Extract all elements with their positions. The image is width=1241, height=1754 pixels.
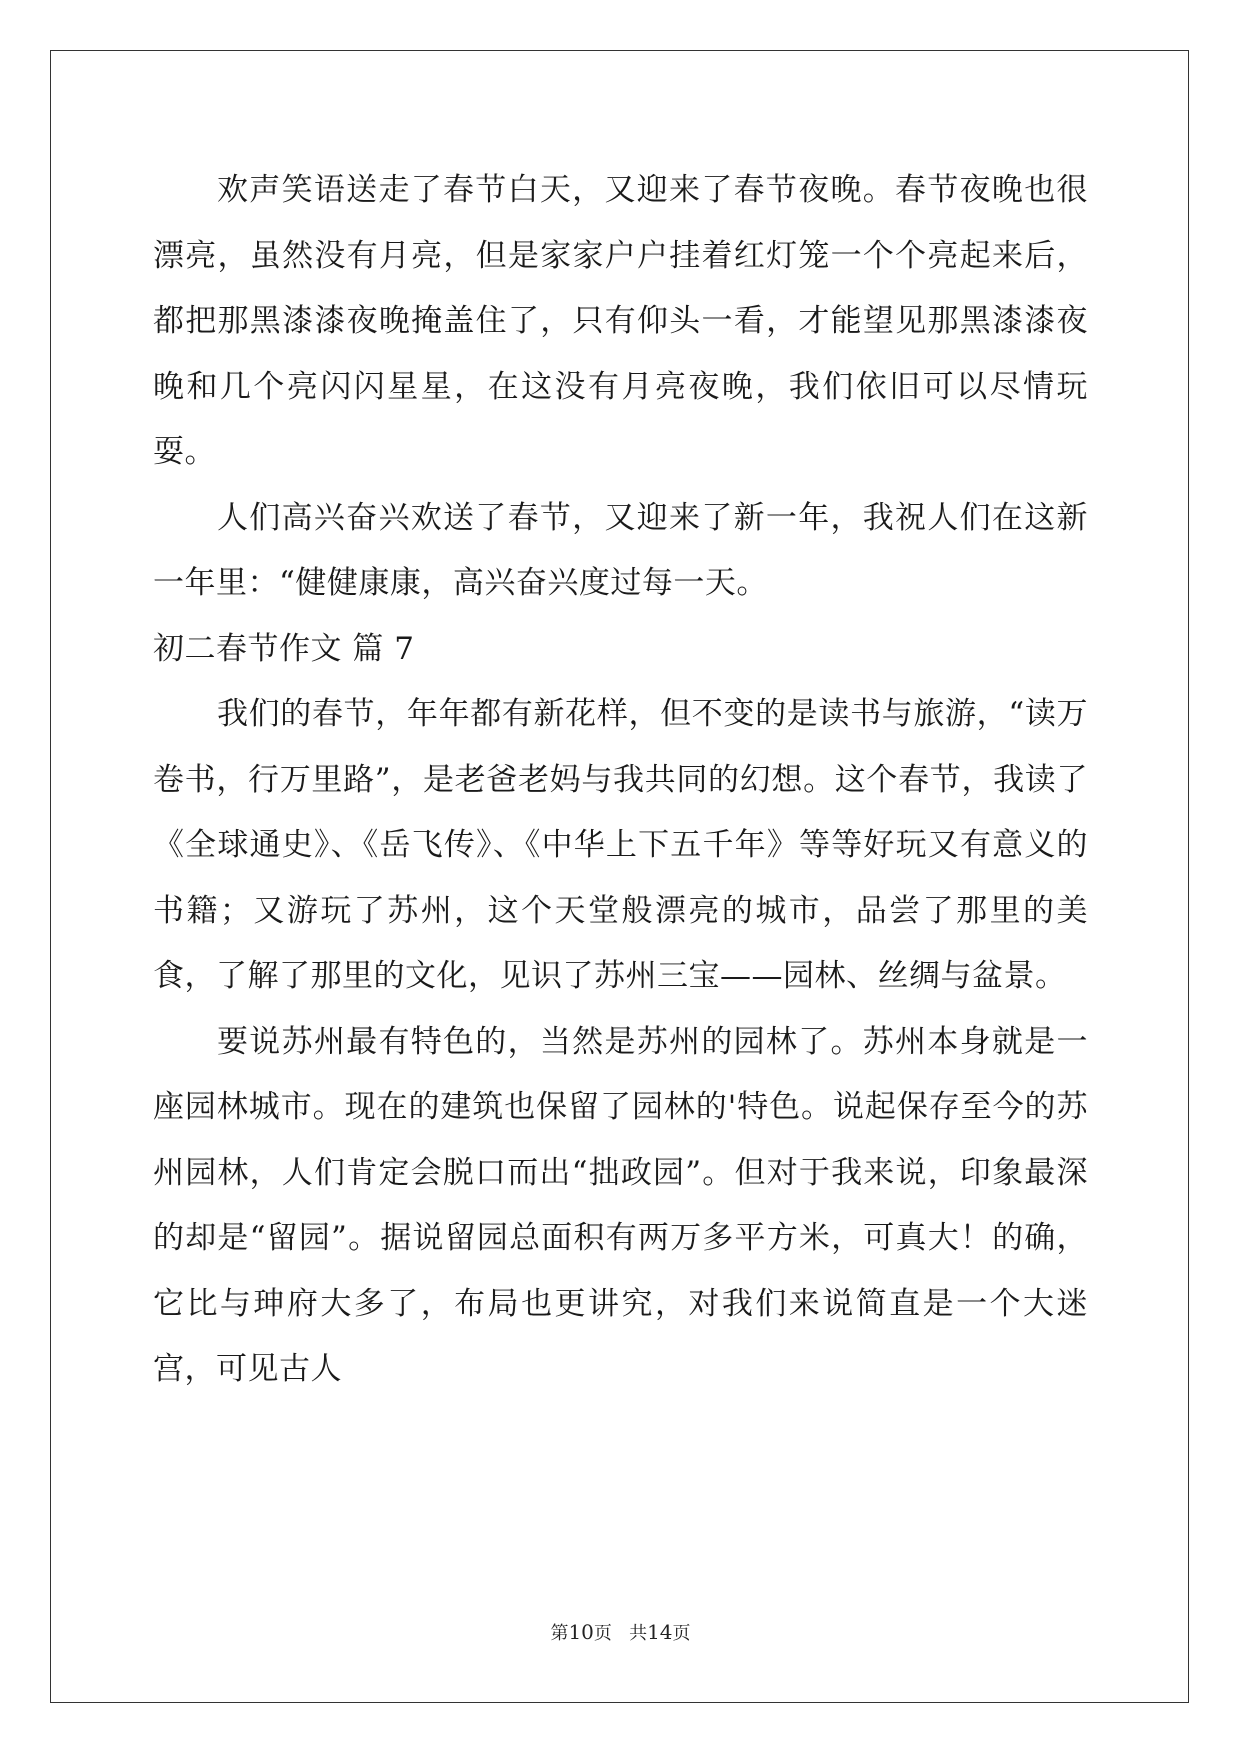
page-prefix: 第 xyxy=(550,1623,569,1644)
page-current-number: 10 xyxy=(568,1620,594,1644)
paragraph-4: 要说苏州最有特色的，当然是苏州的园林了。苏州本身就是一座园林城市。现在的建筑也保留了园林的'特色。说起保存至今的苏州园林，人们肯定会脱口而出“拙政园”。但对于我来说，印象最深的却是“留园”。据说留园总面积有两万多平方米，可真大！的确，它比与珅府大多了，布局也更讲究，对我们来说简直是一个大迷宫，可见古人 xyxy=(153,1023,1088,1387)
page-total-number: 14 xyxy=(647,1620,673,1644)
page-footer xyxy=(0,1619,1241,1645)
document-body xyxy=(153,158,1088,1403)
section-heading: 初二春节作文 篇 7 xyxy=(153,630,415,667)
page-mid: 页 共 xyxy=(593,1623,648,1644)
page-suffix: 页 xyxy=(672,1623,691,1644)
paragraph-2: 人们高兴奋兴欢送了春节，又迎来了新一年，我祝人们在这新一年里：“健健康康，高兴奋兴度过每一天。 xyxy=(153,499,1088,601)
paragraph-3: 我们的春节，年年都有新花样，但不变的是读书与旅游，“读万卷书，行万里路”，是老爸老妈与我共同的幻想。这个春节，我读了《全球通史》、《岳飞传》、《中华上下五千年》等等好玩又有意义的书籍；又游玩了苏州，这个天堂般漂亮的城市，品尝了那里的美食，了解了那里的文化，见识了苏州三宝——园林、丝绸与盆景。 xyxy=(153,696,1088,994)
paragraph-1: 欢声笑语送走了春节白天，又迎来了春节夜晚。春节夜晚也很漂亮，虽然没有月亮，但是家家户户挂着红灯笼一个个亮起来后，都把那黑漆漆夜晚掩盖住了，只有仰头一看，才能望见那黑漆漆夜晚和几个亮闪闪星星，在这没有月亮夜晚，我们依旧可以尽情玩耍。 xyxy=(153,172,1088,470)
